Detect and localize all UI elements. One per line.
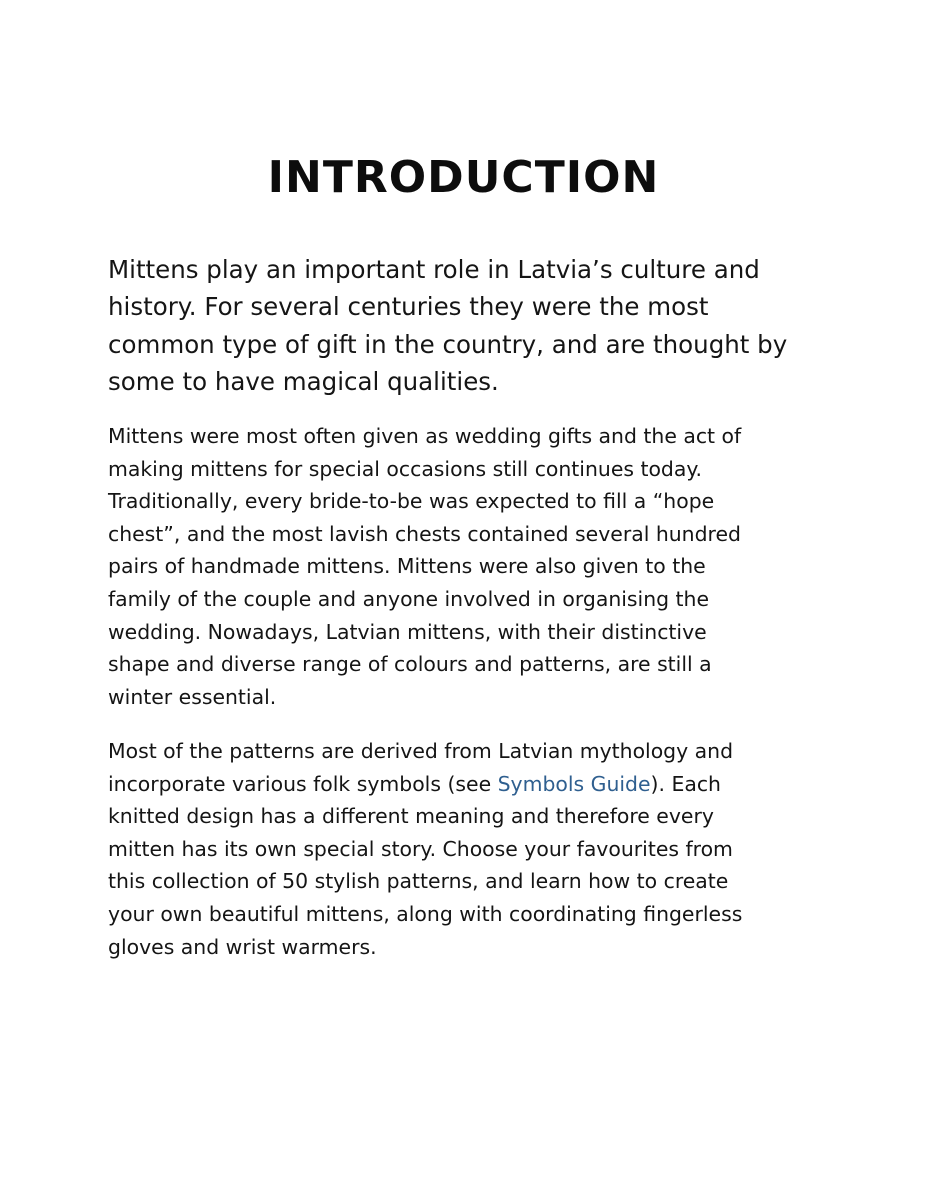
paragraph-line: this collection of 50 stylish patterns, and learn how to create (108, 869, 729, 894)
paragraph-line: Traditionally, every bride-to-be was expected to fill a “hope (108, 489, 715, 514)
paragraph-text: ). Each (650, 771, 721, 796)
lead-line: Mittens play an important role in Latvia’s culture and (108, 255, 760, 284)
lead-line: common type of gift in the country, and are thought by (108, 329, 788, 359)
lead-paragraph (108, 251, 823, 400)
paragraph-text: incorporate various folk symbols (see (108, 771, 498, 796)
paragraph-line: gloves and wrist warmers. (108, 934, 377, 959)
body-paragraph-wedding-gifts (108, 420, 823, 713)
paragraph-line-with-link (108, 768, 823, 801)
body-paragraph-patterns (108, 735, 823, 963)
paragraph-line: Mittens were most often given as wedding gifts and the act of (108, 424, 742, 448)
page-title: INTRODUCTION (267, 152, 660, 203)
lead-line: some to have magical qualities. (108, 366, 499, 396)
paragraph-line: mitten has its own special story. Choose your favourites from (108, 836, 733, 861)
symbols-guide-link[interactable]: Symbols Guide (497, 771, 651, 796)
lead-line: history. For several centuries they were the most (108, 292, 709, 322)
paragraph-line: making mittens for special occasions still continues today. (108, 456, 703, 481)
paragraph-line: pairs of handmade mittens. Mittens were also given to the (108, 554, 706, 579)
paragraph-line: wedding. Nowadays, Latvian mittens, with their distinctive (108, 619, 707, 644)
paragraph-line: Most of the patterns are derived from Latvian mythology and (108, 739, 734, 763)
paragraph-line: family of the couple and anyone involved in organising the (108, 586, 710, 611)
paragraph-line: winter essential. (108, 684, 277, 709)
paragraph-line: knitted design has a different meaning and therefore every (108, 804, 714, 829)
paragraph-line: chest”, and the most lavish chests contained several hundred (108, 521, 741, 546)
paragraph-line: shape and diverse range of colours and patterns, are still a (108, 652, 712, 677)
paragraph-line: your own beautiful mittens, along with coordinating fingerless (108, 901, 743, 926)
